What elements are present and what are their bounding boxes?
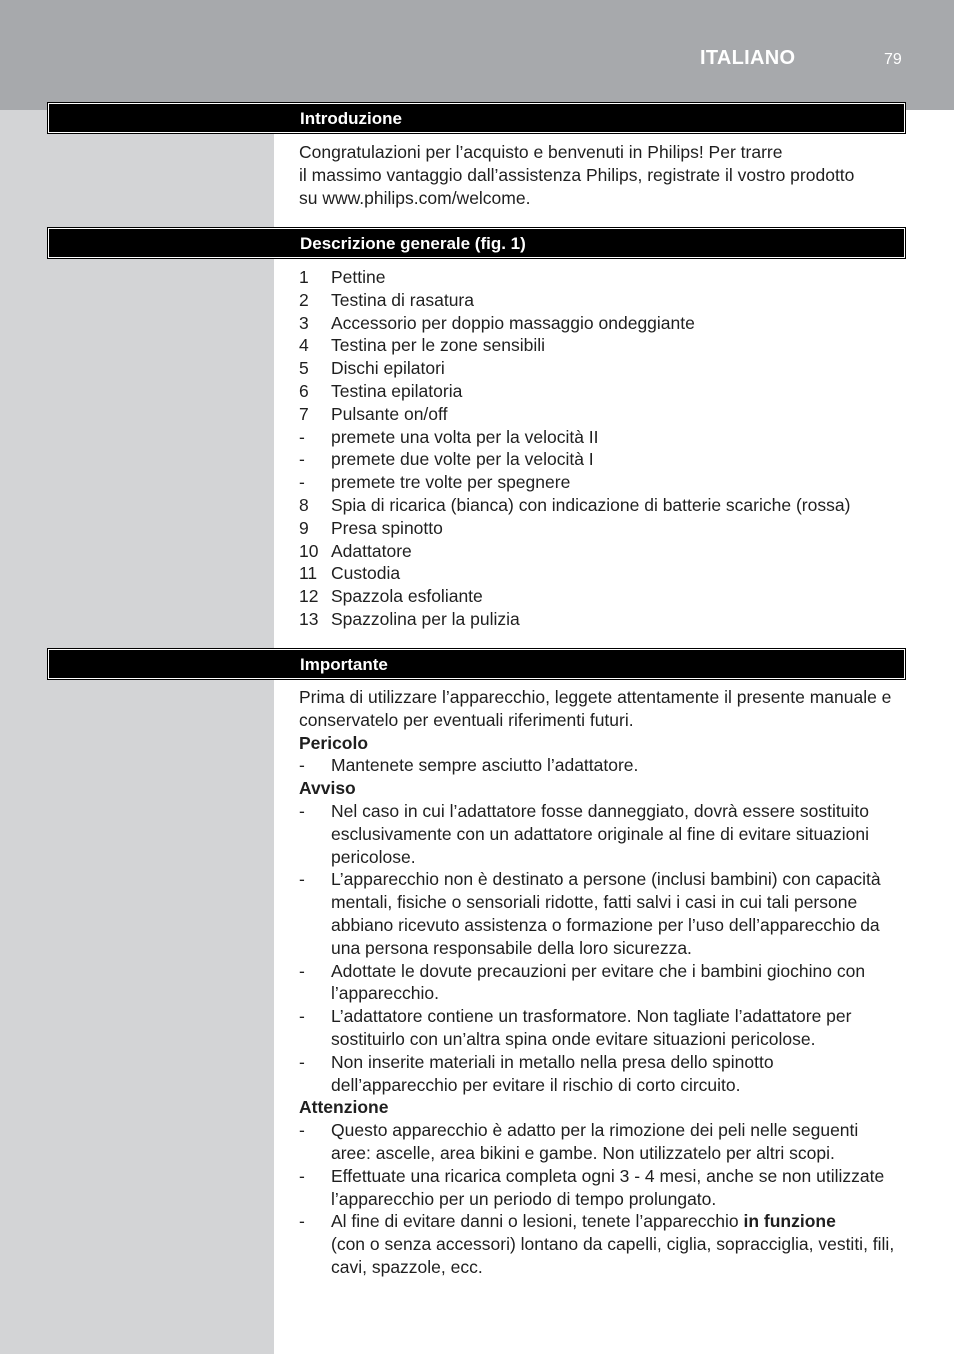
left-margin-column xyxy=(0,110,274,1354)
list-item xyxy=(299,334,909,357)
item-number: 11 xyxy=(299,563,318,584)
bullet-item: - Adottate le dovute precauzioni per evitare che i bambini giochino con l’apparecchio. xyxy=(299,960,909,1006)
item-label: Pettine xyxy=(331,267,386,287)
list-item xyxy=(299,266,909,289)
bullet-item: - Al fine di evitare danni o lesioni, tenete l’apparecchio in funzione (con o senza accessori) lontano da capelli, ciglia, sopracciglia, vestiti, fili, cavi, spazzole, ecc. xyxy=(299,1210,909,1278)
item-label: Testina epilatoria xyxy=(331,380,463,401)
text-line: l’apparecchio per un periodo di tempo prolungato. xyxy=(331,1188,717,1209)
text-line: abbiano ricevuto assistenza o formazione per l’uso dell’apparecchio da xyxy=(331,914,880,935)
text-line: il massimo vantaggio dall’assistenza Philips, registrate il vostro prodotto xyxy=(299,164,855,185)
list-item xyxy=(299,540,909,563)
item-label: Dischi epilatori xyxy=(331,358,445,379)
text-line: L’adattatore contiene un trasformatore. Non tagliate l’adattatore per xyxy=(331,1006,852,1027)
item-number: - xyxy=(299,426,305,447)
item-label: premete una volta per la velocità II xyxy=(331,426,599,447)
item-label: Presa spinotto xyxy=(331,517,443,538)
text-line: una persona responsabile della loro sicurezza. xyxy=(331,937,692,958)
item-number: 1 xyxy=(299,267,309,287)
item-label: Spazzolina per la pulizia xyxy=(331,608,520,629)
text-line: Mantenete sempre asciutto l’adattatore. xyxy=(331,755,639,776)
list-item xyxy=(299,448,909,471)
item-number: 12 xyxy=(299,586,319,607)
bullet-item: - Questo apparecchio è adatto per la rimozione dei peli nelle seguenti aree: ascelle, area bikini e gambe. Non utilizzatelo per altri scopi. xyxy=(299,1119,909,1165)
subheading-danger: Pericolo xyxy=(299,732,369,753)
section-heading: Descrizione generale (fig. 1) xyxy=(300,234,526,253)
text-line: sostituirlo con un’altra spina onde evitare situazioni pericolose. xyxy=(331,1028,816,1049)
text-line: L’apparecchio non è destinato a persone (inclusi bambini) con capacità xyxy=(331,869,881,890)
list-item xyxy=(299,403,909,426)
list-item xyxy=(299,517,909,540)
item-label: premete tre volte per spegnere xyxy=(331,472,571,493)
text-line: dell’apparecchio per evitare il rischio di corto circuito. xyxy=(331,1074,741,1095)
section-bar-importante xyxy=(48,649,905,679)
text-line xyxy=(331,1210,909,1233)
text-line: Prima di utilizzare l’apparecchio, leggete attentamente il presente manuale e xyxy=(299,687,892,707)
item-number: 4 xyxy=(299,335,309,356)
list-item xyxy=(299,585,909,608)
text-fragment: Al fine di evitare danni o lesioni, tenete l’apparecchio xyxy=(331,1211,744,1232)
text-line: Non inserite materiali in metallo nella presa dello spinotto xyxy=(331,1051,774,1072)
bullet-item: - L’adattatore contiene un trasformatore. Non tagliate l’adattatore per sostituirlo con un’altra spina onde evitare situazioni pericolose. xyxy=(299,1005,909,1051)
list-item xyxy=(299,562,909,585)
item-label: Spazzola esfoliante xyxy=(331,586,483,607)
text-line: su www.philips.com/welcome. xyxy=(299,187,531,208)
text-line: esclusivamente con un adattatore originale al fine di evitare situazioni xyxy=(331,823,869,844)
text-line: mentali, fisiche o sensoriali ridotte, fatti salvi i casi in cui tali persone xyxy=(331,892,858,913)
text-line: cavi, spazzole, ecc. xyxy=(331,1256,483,1277)
parts-list xyxy=(299,266,909,631)
item-number: 8 xyxy=(299,494,309,515)
list-item xyxy=(299,289,909,312)
text-line: pericolose. xyxy=(331,846,416,867)
important-content xyxy=(299,686,909,1279)
item-number: 7 xyxy=(299,403,309,424)
subheading-warning: Avviso xyxy=(299,778,356,799)
list-item xyxy=(299,471,909,494)
bullet-item: - L’apparecchio non è destinato a persone (inclusi bambini) con capacità mentali, fisiche o sensoriali ridotte, fatti salvi i casi in cui tali persone abbiano ricevuto assistenza o formazione per l’uso dell’apparecchio da una persona responsabile della loro sicurezza. xyxy=(299,868,909,959)
text-line: Effettuate una ricarica completa ogni 3 - 4 mesi, anche se non utilizzate xyxy=(331,1165,885,1186)
text-line: Adottate le dovute precauzioni per evitare che i bambini giochino con xyxy=(331,960,866,981)
item-number: 3 xyxy=(299,312,309,333)
text-line: (con o senza accessori) lontano da capelli, ciglia, sopracciglia, vestiti, fili, xyxy=(331,1234,895,1255)
bullet-item: - Mantenete sempre asciutto l’adattatore. xyxy=(299,754,909,777)
section-heading: Introduzione xyxy=(300,109,402,128)
item-number: 6 xyxy=(299,380,309,401)
item-number: 10 xyxy=(299,540,319,561)
item-number: 9 xyxy=(299,517,309,538)
text-line: Congratulazioni per l’acquisto e benvenuti in Philips! Per trarre xyxy=(299,142,783,162)
list-item xyxy=(299,426,909,449)
section-bar-introduzione xyxy=(48,103,905,133)
bullet-item: - Effettuate una ricarica completa ogni 3 - 4 mesi, anche se non utilizzate l’apparecchio per un periodo di tempo prolungato. xyxy=(299,1165,909,1211)
section-bar-descrizione xyxy=(48,228,905,258)
item-label: Custodia xyxy=(331,563,401,584)
item-number: 13 xyxy=(299,608,319,629)
text-line: Questo apparecchio è adatto per la rimozione dei peli nelle seguenti xyxy=(331,1120,859,1141)
item-label: Testina di rasatura xyxy=(331,289,474,310)
item-label: premete due volte per la velocità I xyxy=(331,449,594,470)
item-number: - xyxy=(299,449,305,470)
item-number: 5 xyxy=(299,358,309,379)
list-item xyxy=(299,608,909,631)
bullet-item: - Non inserite materiali in metallo nella presa dello spinotto dell’apparecchio per evitare il rischio di corto circuito. xyxy=(299,1051,909,1097)
intro-paragraph xyxy=(299,141,909,209)
section-heading: Importante xyxy=(300,655,388,674)
language-label: ITALIANO xyxy=(700,47,796,69)
item-label: Adattatore xyxy=(331,540,412,561)
page-number: 79 xyxy=(884,51,902,68)
text-line: Nel caso in cui l’adattatore fosse danneggiato, dovrà essere sostituito xyxy=(331,800,869,821)
list-item xyxy=(299,380,909,403)
list-item xyxy=(299,357,909,380)
item-label: Pulsante on/off xyxy=(331,403,448,424)
list-item xyxy=(299,494,909,517)
list-item xyxy=(299,312,909,335)
item-label: Spia di ricarica (bianca) con indicazione di batterie scariche (rossa) xyxy=(331,494,851,515)
bullet-item: - Nel caso in cui l’adattatore fosse danneggiato, dovrà essere sostituito esclusivamente con un adattatore originale al fine di evitare situazioni pericolose. xyxy=(299,800,909,868)
item-number: - xyxy=(299,472,305,493)
subheading-caution: Attenzione xyxy=(299,1097,389,1118)
text-line: l’apparecchio. xyxy=(331,983,439,1004)
text-line: aree: ascelle, area bikini e gambe. Non utilizzatelo per altri scopi. xyxy=(331,1142,835,1163)
header-band xyxy=(0,0,954,110)
item-label: Accessorio per doppio massaggio ondeggiante xyxy=(331,312,695,333)
bold-text: in funzione xyxy=(743,1211,836,1232)
item-label: Testina per le zone sensibili xyxy=(331,335,546,356)
item-number: 2 xyxy=(299,289,309,310)
text-line: conservatelo per eventuali riferimenti futuri. xyxy=(299,709,634,730)
